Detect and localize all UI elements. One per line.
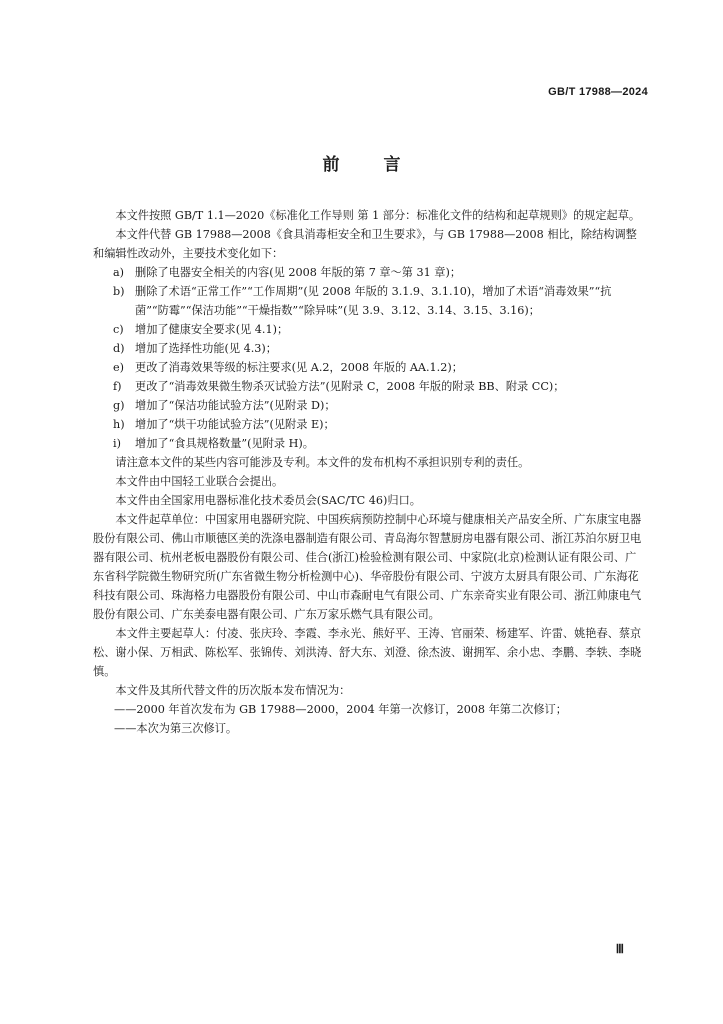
list-item-i (93, 434, 645, 453)
list-item-c (93, 320, 645, 339)
paragraph-drafting-organizations: 本文件起草单位：中国家用电器研究院、中国疾病预防控制中心环境与健康相关产品安全所、广东康宝电器股份有限公司、佛山市顺德区美的洗涤电器制造有限公司、青岛海尔智慧厨房电器有限公司、浙江苏泊尔厨卫电器有限公司、杭州老板电器股份有限公司、佳合(浙江)检验检测有限公司、中家院(北京)检测认证有限公司、广东省科学院微生物研究所(广东省微生物分析检测中心)、华帝股份有限公司、宁波方太厨具有限公司、广东海花科技有限公司、珠海格力电器股份有限公司、中山市森耐电气有限公司、广东亲奇实业有限公司、浙江帅康电气股份有限公司、广东美泰电器有限公司、广东万家乐燃气具有限公司。 (93, 513, 642, 621)
list-item-text: 增加了“烘干功能试验方法”(见附录 E)； (135, 418, 335, 431)
list-item-tag: c) (113, 323, 124, 336)
list-item-e (93, 358, 645, 377)
foreword-body (93, 206, 645, 738)
list-item-tag: i) (113, 437, 121, 450)
list-item-text: 增加了“食具规格数量”(见附录 H)。 (135, 437, 314, 450)
paragraph-replaces: 本文件代替 GB 17988—2008《食具消毒柜安全和卫生要求》，与 GB 17988—2008 相比，除结构调整和编辑性改动外，主要技术变化如下： (93, 228, 637, 260)
list-item-tag: e) (113, 361, 124, 374)
list-item-g (93, 396, 645, 415)
list-item-h (93, 415, 645, 434)
list-item-text: 更改了消毒效果等级的标注要求(见 A.2，2008 年版的 AA.1.2)； (135, 361, 463, 374)
standard-number: GB/T 17988—2024 (548, 86, 648, 98)
list-item-text: 更改了“消毒效果微生物杀灭试验方法”(见附录 C，2008 年版的附录 BB、附录 CC)； (135, 380, 565, 393)
list-item-text: 增加了健康安全要求(见 4.1)； (135, 323, 289, 336)
list-item-text: 增加了“保洁功能试验方法”(见附录 D)； (135, 399, 336, 412)
list-item-f (93, 377, 645, 396)
paragraph-proposed-by: 本文件由中国轻工业联合会提出。 (115, 475, 284, 488)
history-item-2: ——本次为第三次修订。 (114, 722, 238, 735)
paragraph-drafting-rules: 本文件按照 GB/T 1.1—2020《标准化工作导则 第 1 部分：标准化文件的结构和起草规则》的规定起草。 (115, 209, 641, 222)
list-item-text: 增加了选择性功能(见 4.3)； (135, 342, 277, 355)
page-title (0, 150, 723, 175)
list-item-text: 删除了术语“正常工作”“工作周期”(见 2008 年版的 3.1.9、3.1.10)，增加了术语“消毒效果”“抗菌”“防霉”“保洁功能”“干燥指数”“除异味”(见 3.9、3.12、3.14、3.15、3.16)； (135, 285, 612, 317)
list-item-tag: g) (113, 399, 125, 412)
paragraph-drafters: 本文件主要起草人：付凌、张庆玲、李霞、李永光、熊好平、王涛、官丽荣、杨建军、许雷、姚艳春、蔡京松、谢小保、万相武、陈松军、张锦传、刘洪涛、舒大东、刘澄、徐杰波、谢拥军、余小忠、李鹏、李轶、李晓慎。 (93, 627, 642, 678)
title-char-1: 前 (322, 155, 340, 175)
list-item-tag: d) (113, 342, 125, 355)
list-item-tag: f) (113, 380, 122, 393)
list-item-text: 删除了电器安全相关的内容(见 2008 年版的第 7 章～第 31 章)； (135, 266, 462, 279)
list-item-a (93, 263, 645, 282)
paragraph-patent-notice: 请注意本文件的某些内容可能涉及专利。本文件的发布机构不承担识别专利的责任。 (115, 456, 530, 469)
list-item-b (93, 282, 645, 320)
list-item-d (93, 339, 645, 358)
history-item-1: ——2000 年首次发布为 GB 17988—2000，2004 年第一次修订，2008 年第二次修订； (114, 703, 567, 716)
paragraph-technical-committee: 本文件由全国家用电器标准化技术委员会(SAC/TC 46)归口。 (115, 494, 421, 507)
title-char-2: 言 (383, 155, 401, 175)
list-item-tag: b) (113, 285, 125, 298)
list-item-tag: a) (113, 266, 125, 279)
list-item-tag: h) (113, 418, 125, 431)
paragraph-version-history: 本文件及其所代替文件的历次版本发布情况为： (115, 684, 351, 697)
page-number: Ⅲ (615, 942, 624, 956)
